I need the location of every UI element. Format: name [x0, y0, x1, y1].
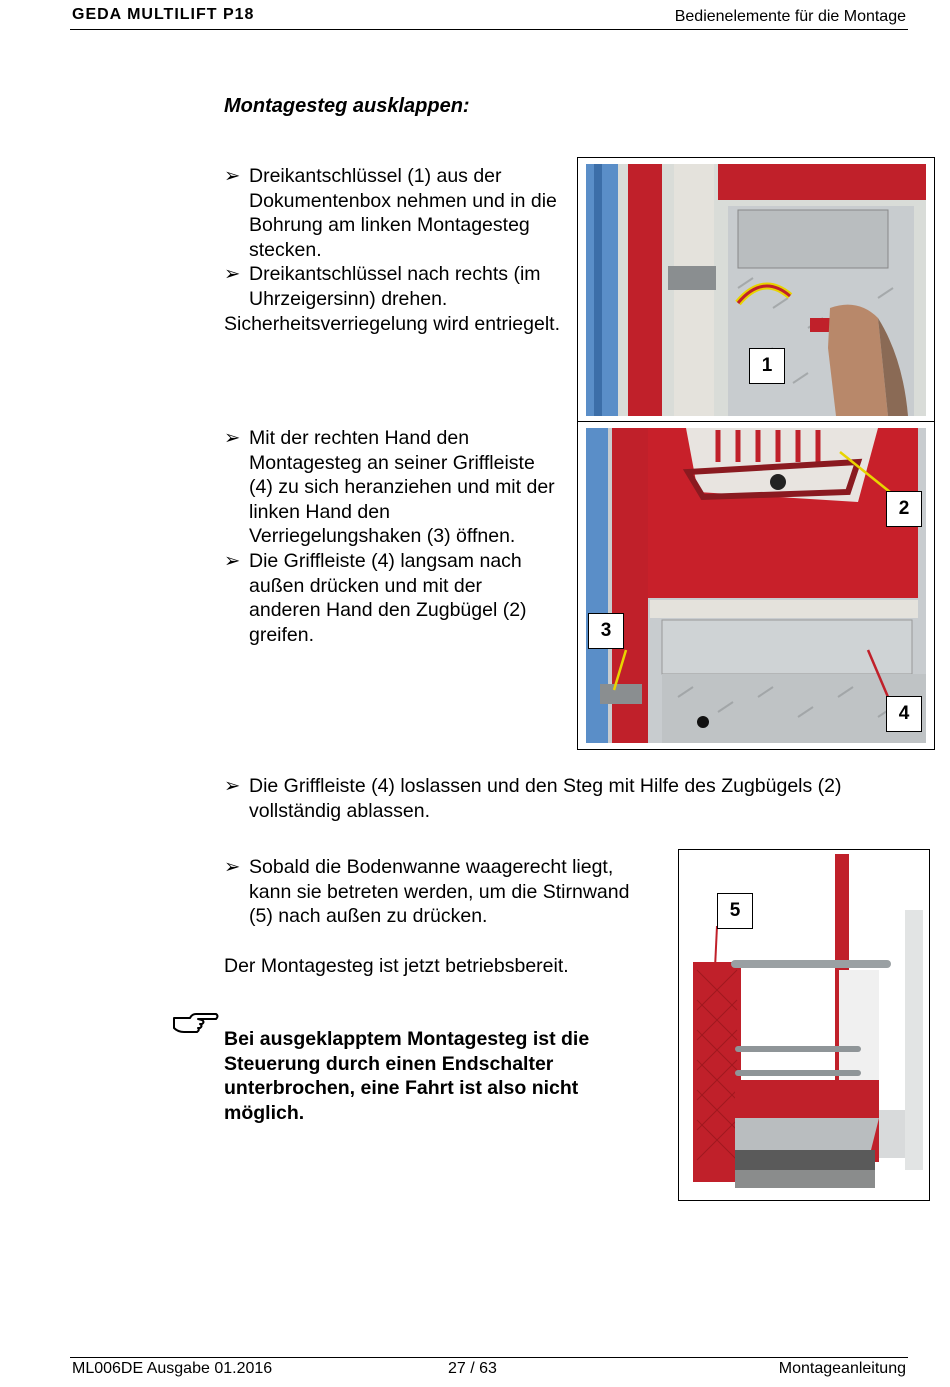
figure-platform-open: [678, 849, 930, 1201]
list-item: ➢ Dreikantschlüssel nach rechts (im Uhrzeigersinn) drehen.: [224, 263, 541, 310]
arrow-bullet-icon: ➢: [224, 263, 241, 286]
list-item: ➢ Die Griffleiste (4) langsam nach außen drücken und mit der anderen Hand den Zugbügel (2) greifen.: [224, 549, 527, 646]
list-item: ➢ Mit der rechten Hand den Montagesteg an seiner Griffleiste (4) zu sich heranziehen und mit der linken Hand den Verriegelungshaken (3) öffnen.: [224, 427, 555, 548]
footer-doc-type: Montageanleitung: [778, 1360, 906, 1377]
step4-after: Der Montagesteg ist jetzt betriebsbereit.: [224, 955, 569, 977]
step1-text: [224, 164, 564, 336]
footer-page-number: 27 / 63: [448, 1360, 497, 1377]
step4-list: [224, 855, 654, 929]
list-item: ➢ Dreikantschlüssel (1) aus der Dokumentenbox nehmen und in die Bohrung am linken Montagesteg stecken.: [224, 165, 557, 261]
note-text: Bei ausgeklapptem Montagesteg ist die Steuerung durch einen Endschalter unterbrochen, eine Fahrt ist also nicht möglich.: [224, 1028, 590, 1124]
arrow-bullet-icon: ➢: [224, 427, 241, 449]
footer-document-id: ML006DE Ausgabe 01.2016: [72, 1360, 273, 1377]
arrow-bullet-icon: ➢: [224, 775, 241, 797]
list-item: ➢ Die Griffleiste (4) loslassen und den Steg mit Hilfe des Zugbügels (2) vollständig ablassen.: [224, 775, 842, 822]
header-logo: GEDA MULTILIFT P18: [72, 6, 255, 23]
step4-text: [224, 855, 654, 929]
callout-5: 5: [717, 893, 753, 929]
step1-after: Sicherheitsverriegelung wird entriegelt.: [224, 312, 561, 335]
step2-list: [224, 426, 559, 647]
callout-4: 4: [886, 696, 922, 732]
pointing-hand-icon: [172, 1010, 220, 1043]
step3-text: [224, 774, 914, 823]
callout-3: 3: [588, 613, 624, 649]
figure-unlock-grip: [577, 421, 935, 750]
page-title: Montagesteg ausklappen:: [224, 95, 470, 117]
step3-list: [224, 774, 914, 823]
photo-unlock-grip: [578, 422, 934, 749]
step1-list: [224, 164, 564, 312]
header-section-title: Bedienelemente für die Montage: [674, 8, 906, 25]
footer-rule: [70, 1357, 908, 1358]
callout-1: 1: [749, 348, 785, 384]
step2-text: [224, 426, 559, 647]
arrow-bullet-icon: ➢: [224, 549, 241, 572]
list-item: ➢ Sobald die Bodenwanne waagerecht liegt, kann sie betreten werden, um die Stirnwand (5) nach außen zu drücken.: [224, 856, 630, 928]
callout-2: 2: [886, 491, 922, 527]
header-rule: [70, 29, 908, 30]
arrow-bullet-icon: ➢: [224, 165, 241, 187]
arrow-bullet-icon: ➢: [224, 856, 241, 878]
